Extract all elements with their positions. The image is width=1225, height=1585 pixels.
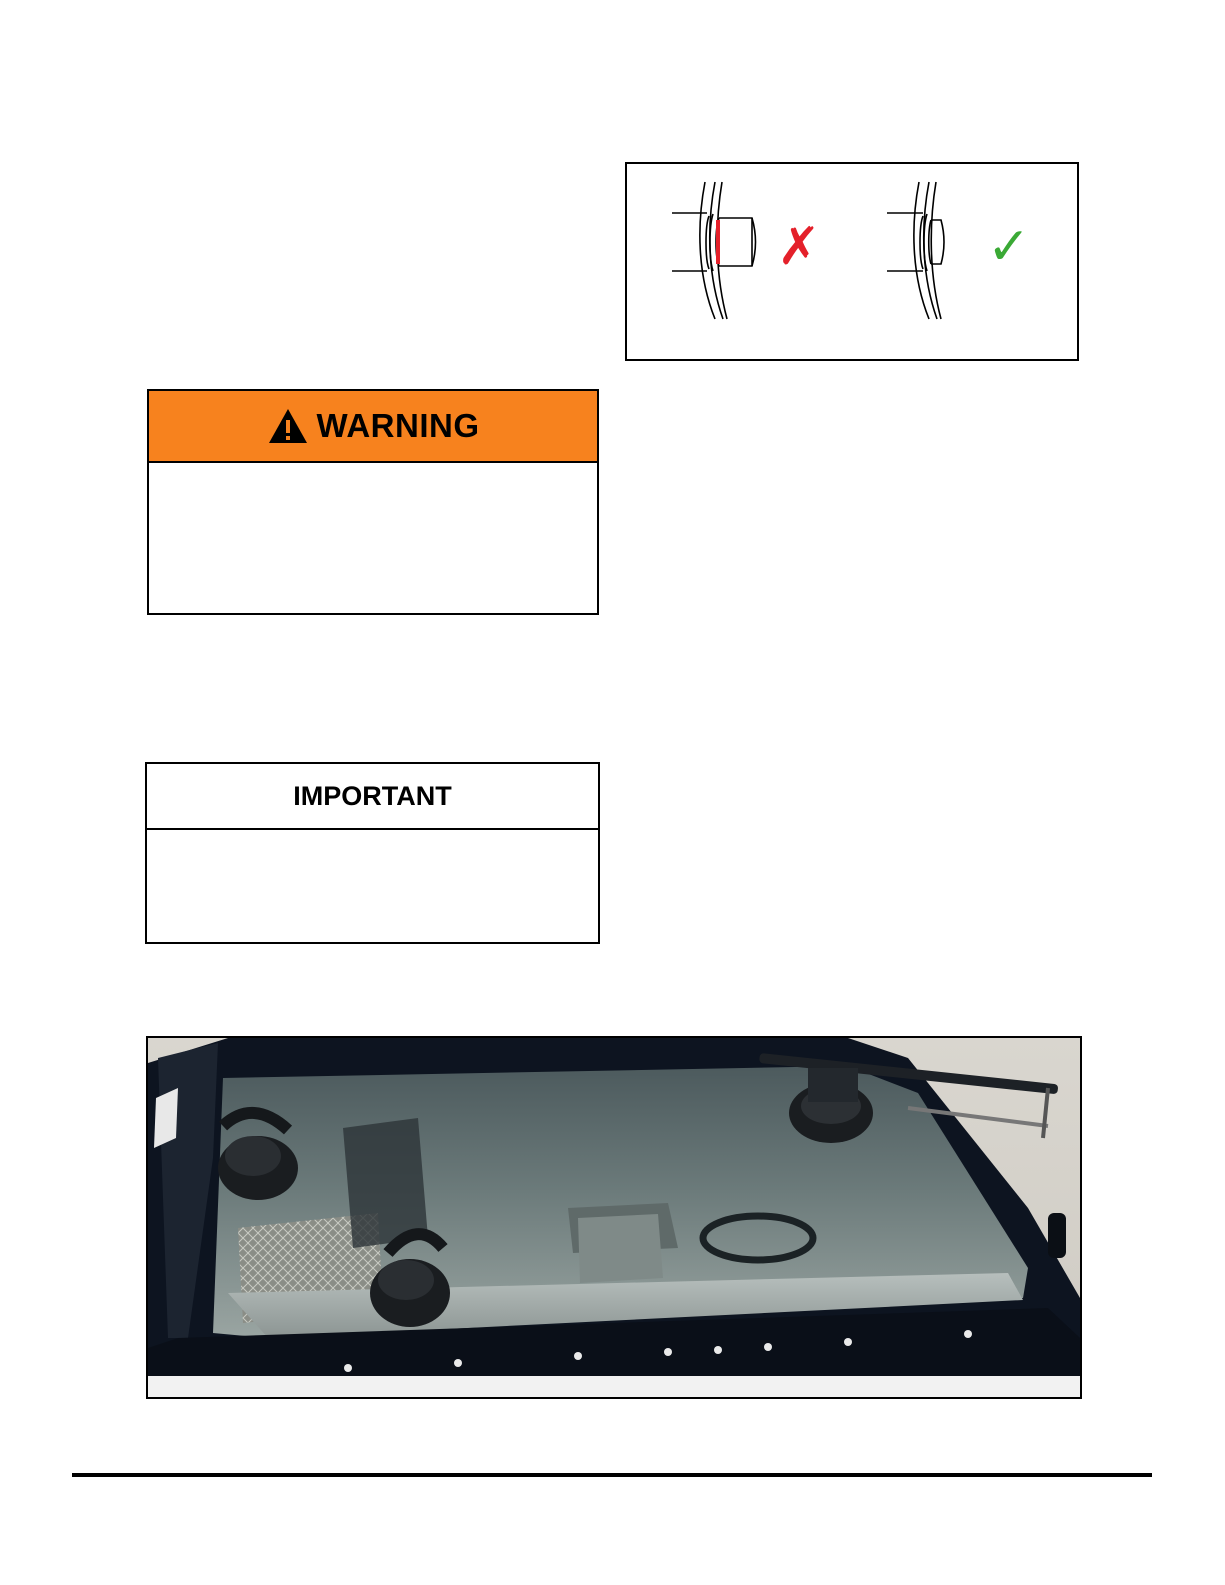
important-title: IMPORTANT (293, 780, 452, 811)
correct-seating-illustration (887, 182, 944, 319)
warning-title: WARNING (316, 407, 480, 444)
footer-rule (72, 1473, 1152, 1477)
seating-diagram (627, 164, 1077, 359)
suction-cup-seating-figure (625, 162, 1079, 361)
correct-check-icon: ✓ (987, 217, 1031, 277)
windshield-photo (146, 1036, 1082, 1399)
warning-box (147, 389, 599, 615)
windshield-with-suction-cups-image (148, 1038, 1080, 1397)
important-header (147, 764, 598, 830)
warning-header (149, 391, 597, 463)
important-box (145, 762, 600, 944)
incorrect-seating-illustration (672, 182, 756, 319)
warning-triangle-icon (267, 407, 309, 445)
incorrect-x-icon: ✗ (777, 217, 821, 277)
